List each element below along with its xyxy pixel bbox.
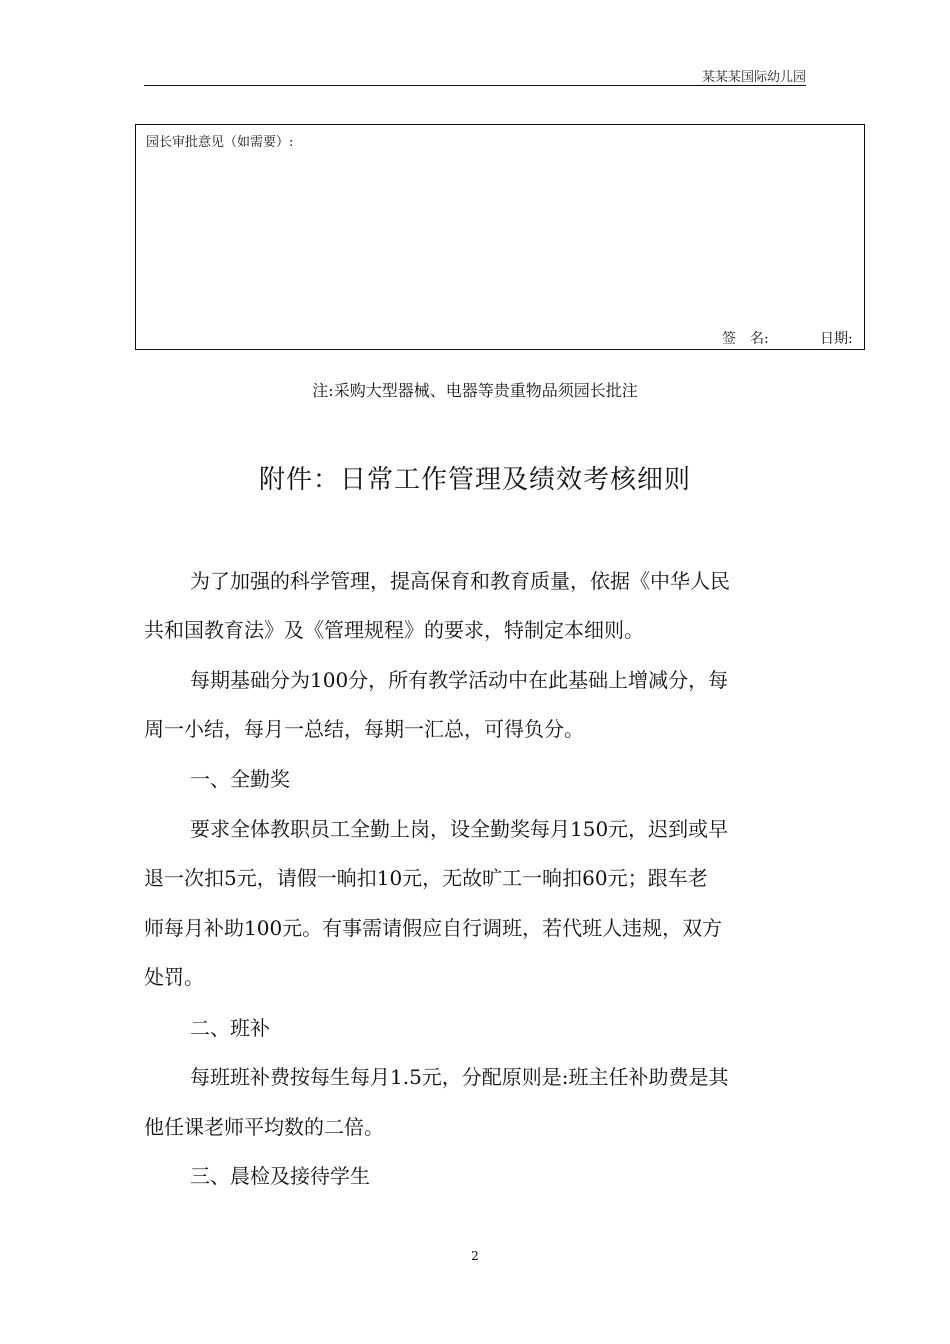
section-heading: 一、全勤奖 <box>190 767 290 791</box>
paragraph-line: 周一小结，每月一总结，每期一汇总，可得负分。 <box>144 717 584 741</box>
paragraph-line: 退一次扣5元，请假一晌扣10元，无故旷工一晌扣60元；跟车老 <box>144 866 708 890</box>
document-title: 附件：日常工作管理及绩效考核细则 <box>258 465 691 495</box>
paragraph-line: 为了加强的科学管理，提高保育和教育质量，依据《中华人民 <box>190 569 730 593</box>
paragraph-line: 每班班补费按每生每月1.5元，分配原则是:班主任补助费是其 <box>190 1065 729 1089</box>
paragraph-line: 处罚。 <box>144 965 204 989</box>
paragraph-line: 要求全体教职员工全勤上岗，设全勤奖每月150元，迟到或早 <box>190 817 729 841</box>
purchase-note: 注:采购大型器械、电器等贵重物品须园长批注 <box>312 381 638 400</box>
paragraph-line: 共和国教育法》及《管理规程》的要求，特制定本细则。 <box>144 618 644 642</box>
header-rule <box>144 85 806 86</box>
section-heading: 三、晨检及接待学生 <box>190 1164 370 1188</box>
date-label: 日期: <box>820 331 853 347</box>
paragraph-line: 师每月补助100元。有事需请假应自行调班，若代班人违规，双方 <box>144 916 723 940</box>
approval-box <box>135 124 865 350</box>
section-heading: 二、班补 <box>190 1016 270 1040</box>
approval-label: 园长审批意见（如需要）: <box>146 135 294 150</box>
header-organization: 某某某国际幼儿园 <box>701 70 806 85</box>
paragraph-line: 他任课老师平均数的二倍。 <box>144 1115 384 1139</box>
page-number: 2 <box>471 1249 479 1263</box>
paragraph-line: 每期基础分为100分，所有教学活动中在此基础上增减分，每 <box>190 668 729 692</box>
signature-label: 签 名: <box>722 331 769 347</box>
